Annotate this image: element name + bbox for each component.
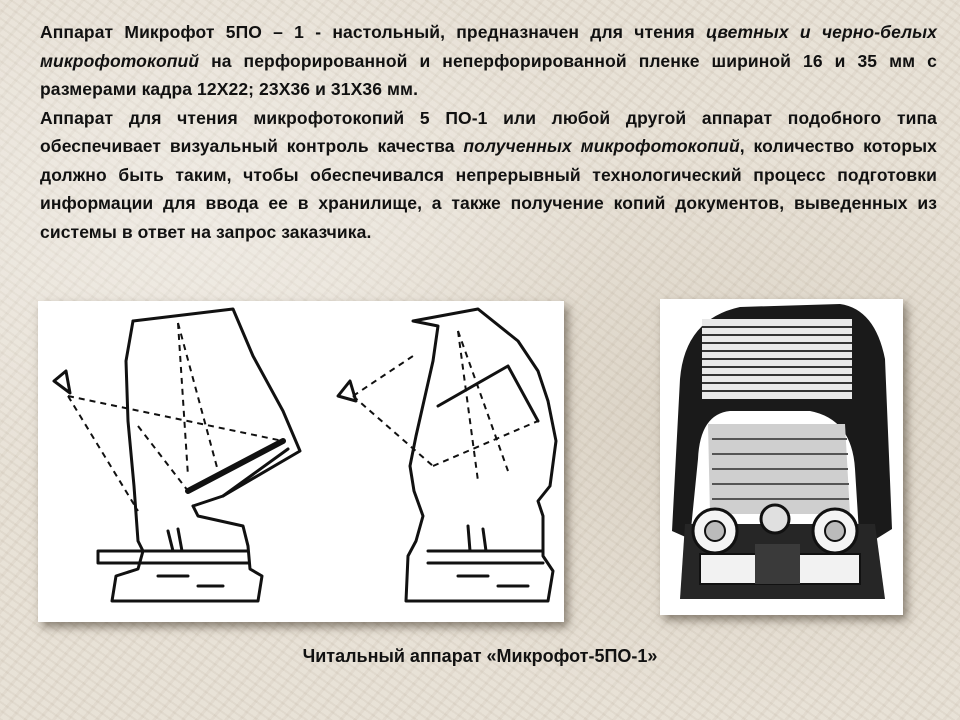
paragraph-1-emphasis: цветных и черно-белых микрофотокопий <box>40 22 937 71</box>
schematic-drawing-image <box>38 301 564 622</box>
paragraph-1 <box>40 18 937 104</box>
reader-photo-image <box>660 299 903 615</box>
schematic-drawing-svg <box>38 301 564 622</box>
figure-caption: Читальный аппарат «Микрофот-5ПО-1» <box>302 646 658 666</box>
paragraph-2 <box>40 104 937 247</box>
paragraph-2-emphasis: полученных микрофотокопий <box>463 136 740 156</box>
reader-photo-svg <box>660 299 903 615</box>
paragraph-2-text-a: Аппарат для чтения микрофотокопий 5 ПО-1 или любой другой аппарат подобного типа обеспечивает визуальный контроль качества <box>40 107 937 156</box>
paragraph-1-text-a: Аппарат Микрофот 5ПО – 1 - настольный, предназначен для чтения <box>40 22 706 42</box>
paragraph-2-text-b: , количество которых должно быть таким, чтобы обеспечивался непрерывный технологический процесс подготовки информации для ввода ее в хранилище, а также получение копий документов, выведенных из системы в ответ на запрос заказчика. <box>40 136 937 242</box>
description-text <box>40 18 937 246</box>
paragraph-1-text-b: на перфорированной и неперфорированной пленке шириной 16 и 35 мм с размерами кадра 12Х22; 23Х36 и 31Х36 мм. <box>40 50 937 99</box>
